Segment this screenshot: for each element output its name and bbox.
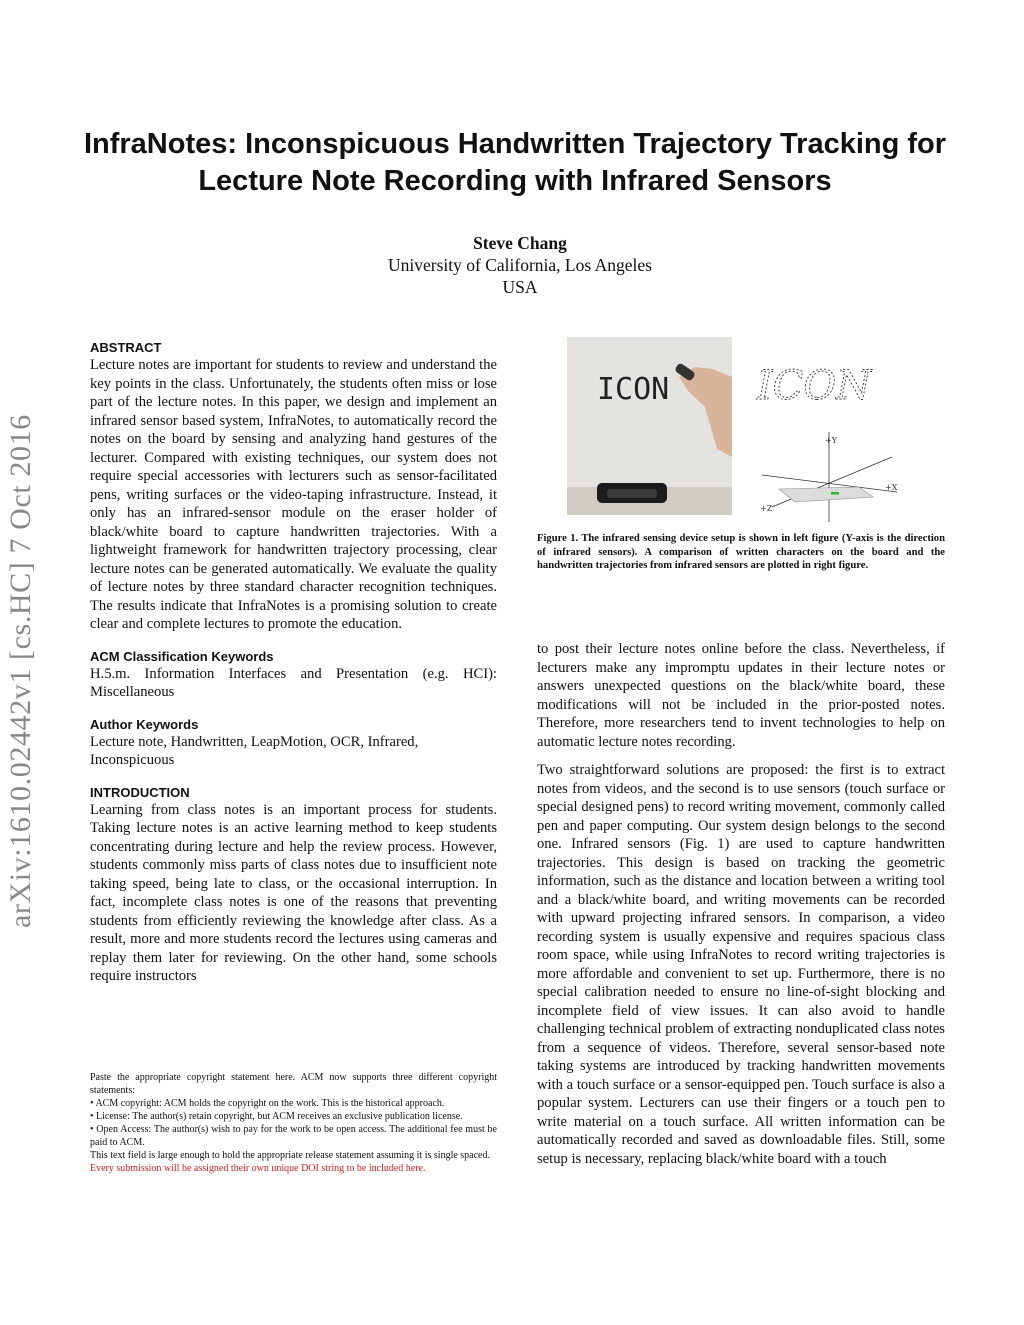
acm-classification-text: H.5.m. Information Interfaces and Presentation (e.g. HCI): Miscellaneous (90, 665, 497, 700)
axis-x-label: +X (885, 483, 898, 492)
copyright-block (90, 1071, 497, 1175)
figure-1-caption: Figure 1. The infrared sensing device setup is shown in left figure (Y-axis is the direction of infrared sensors). A comparison of written characters on the board and the handwritten trajectories from infrared sensors are plotted in right figure. (537, 533, 945, 571)
introduction-paragraph-1: Learning from class notes is an important process for students. Taking lecture notes is an active learning method to keep students concentrating during lecture and help the review process. However, students commonly miss parts of class notes due to insufficient note taking speed, being late to class, or the occasional interruption. In fact, incomplete class notes is one of the reasons that preventing students from efficiently reviewing the knowledge after class. As a result, more and more students record the lectures using cameras and replay them later for reviewing. On the other hand, some schools require instructors (90, 801, 497, 984)
abstract-text: Lecture notes are important for students to review and understand the key points in the class. Unfortunately, the students often miss or lose part of the lecture notes. In this paper, we design and implement an infrared sensor based system, InfraNotes, to automatically record the notes on the board by sensing and analyzing hand gestures of the lecturer. Compared with existing techniques, our system does not require special accessories with lecturers such as sensor-facilitated pens, writing surfaces or the video-taping infrastructure. Instead, it only has an infrared-sensor module on the eraser holder of black/white board to capture handwritten trajectories. With a lightweight framework for handwritten trajectory processing, clear lecture notes can be generated automatically. We evaluate the quality of lecture notes by three standard character recognition techniques. The results indicate that InfraNotes is a promising solution to create clear and complete lectures to promote the education. (90, 357, 497, 632)
author-affiliation: University of California, Los Angeles (388, 255, 652, 275)
introduction-heading: INTRODUCTION (90, 784, 190, 800)
figure-1 (567, 337, 907, 527)
trajectory-writing: ICON (757, 363, 872, 409)
copyright-line: • License: The author(s) retain copyright, but ACM receives an exclusive publication license. (90, 1111, 463, 1122)
author-name: Steve Chang (473, 233, 567, 253)
copyright-line: This text field is large enough to hold the appropriate release statement assuming it is single spaced. (90, 1150, 490, 1161)
paper-title: InfraNotes: Inconspicuous Handwritten Trajectory Tracking for Lecture Note Recording with Infrared Sensors (83, 128, 947, 197)
axis-y-label: +Y (825, 436, 837, 445)
left-column (90, 340, 497, 986)
copyright-line: Paste the appropriate copyright statement here. ACM now supports three different copyright statements: (90, 1072, 497, 1096)
board-writing: ICON (597, 372, 670, 407)
introduction-paragraph-2: to post their lecture notes online before the class. Nevertheless, if lecturers make any impromptu updates in their lecture notes or answers unexpected questions on the black/white board, these modifications will not be included in the prior-posted notes. Therefore, more researchers tend to invent technologies to help on automatic lecture notes recording. (537, 641, 945, 750)
author-block (300, 232, 740, 298)
arxiv-stamp: arXiv:1610.02442v1 [cs.HC] 7 Oct 2016 (4, 414, 37, 928)
introduction-paragraph-3: Two straightforward solutions are proposed: the first is to extract notes from videos, and the second is to use sensors (touch surface or special designed pens) to record writing movement, commonly called pen and paper computing. Our system design belongs to the second one. Infrared sensors (Fig. 1) are used to capture handwritten trajectories. This design is based on tracking the geometric information, such as the distance and location between a writing tool and a black/white board, and writing movements can be recorded with upward projecting infrared sensors. In comparison, a video recording system is usually expensive and requires spacious class room space, while using InfraNotes to record writing trajectories is more affordable and convenient to set up. Furthermore, there is no special calibration needed to ensure no line-of-sight blocking and incomplete field of view issues. It can also avoid to handle challenging technical problem of extracting nonduplicated class notes from a sequence of videos. Therefore, several sensor-based note taking systems are introduced by tracking handwritten movements with a touch surface or a sensor-equipped pen. Touch surface is also a popular system. Lecturers can use their fingers or a touch pen to write material on a touch surface. All written information can be automatically recorded and saved as downloadable files. Still, some setup is necessary, replacing black/white board with a touch (537, 762, 945, 1167)
acm-classification-heading: ACM Classification Keywords (90, 648, 274, 664)
doi-notice: Every submission will be assigned their own unique DOI string to be included here. (90, 1163, 426, 1174)
axis-z-label: +Z (760, 504, 773, 513)
abstract-heading: ABSTRACT (90, 340, 162, 355)
sensor-led (831, 492, 839, 495)
author-country: USA (502, 277, 538, 297)
copyright-line: • ACM copyright: ACM holds the copyright on the work. This is the historical approach. (90, 1098, 445, 1109)
author-keywords-heading: Author Keywords (90, 716, 199, 732)
infrared-sensor-device (779, 487, 873, 502)
author-keywords-text: Lecture note, Handwritten, LeapMotion, OCR, Infrared, Inconspicuous (90, 733, 419, 768)
copyright-line: • Open Access: The author(s) wish to pay for the work to be open access. The additional fee must be paid to ACM. (90, 1124, 497, 1148)
right-column (537, 640, 945, 1168)
